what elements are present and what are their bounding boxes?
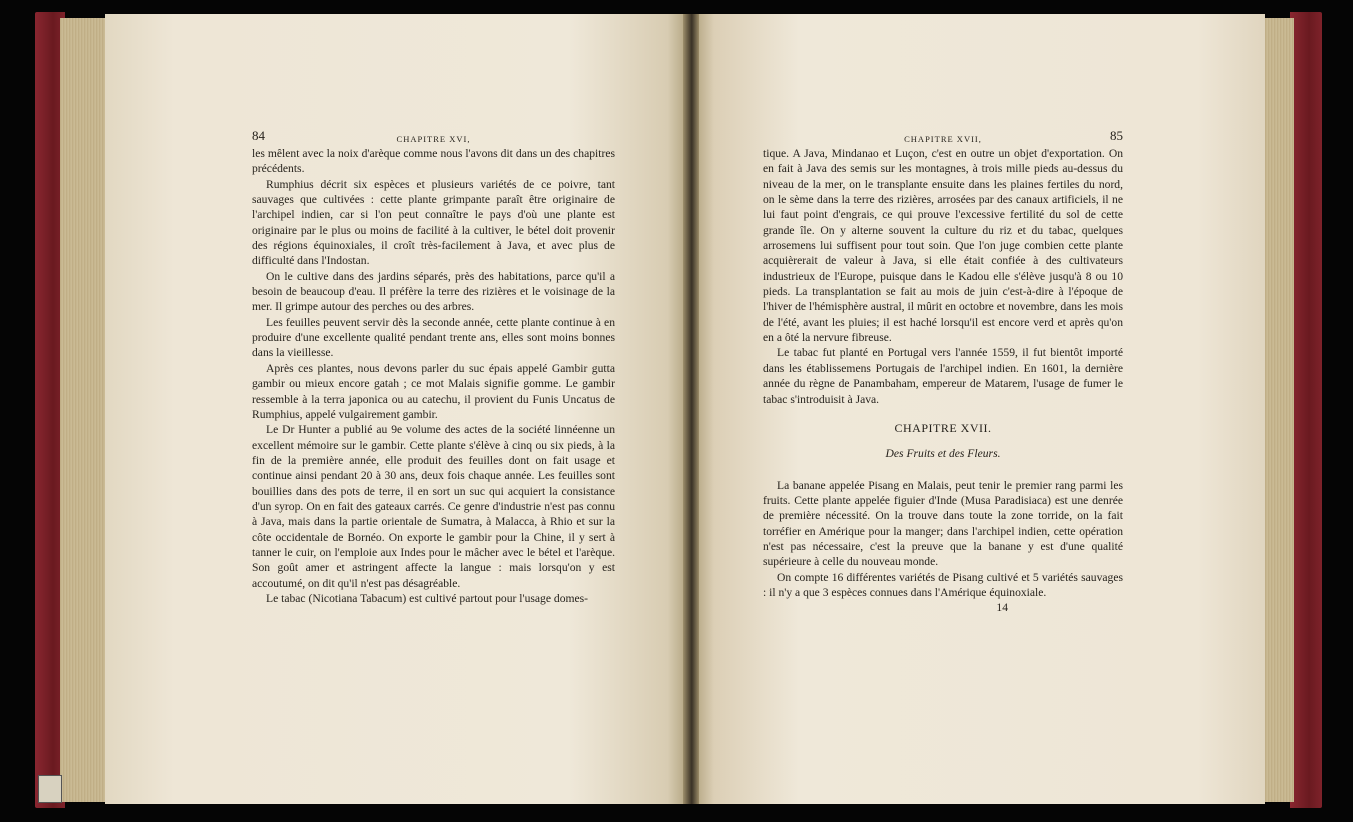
right-paragraph: On compte 16 différentes variétés de Pisang cultivé et 5 variétés sauvages : il n'y a que 3 espèces connues dans l'Amérique équinoxiale.: [763, 570, 1123, 599]
left-running-header: [252, 130, 615, 145]
left-paragraph: Rumphius décrit six espèces et plusieurs variétés de ce poivre, tant sauvages que cultivées : cette plante grimpante paraît être originaire de l'archipel indien, car si l'on peut connaître le pays d'où une plante est originaire par le plus ou moins de facilité à la cultiver, le bétel doit provenir des régions équinoxiales, il croît très-facilement à Java, et avec plus de difficulté dans l'Indostan.: [252, 177, 615, 268]
signature-mark: 14: [996, 601, 1008, 615]
left-paragraph: les mêlent avec la noix d'arèque comme nous l'avons dit dans un des chapitres précédents.: [252, 147, 615, 176]
color-calibration-strip: [38, 775, 62, 803]
right-page-number: 85: [1110, 128, 1123, 143]
page-stack-right: [1262, 18, 1294, 802]
right-paragraph: La banane appelée Pisang en Malais, peut tenir le premier rang parmi les fruits. Cette plante appelée figuier d'Inde (Musa Paradisiaca) est une denrée de première nécessité. On la trouve dans toute la zone torride, on la fait torréfier en Amérique pour la manger; dans l'archipel indien, cette opération n'est pas nécessaire, c'est la preuve que la banane y est d'une qualité supérieure à celle du nouveau monde.: [763, 478, 1123, 569]
book-cover-right-edge: [1290, 12, 1322, 808]
right-paragraph: Le tabac fut planté en Portugal vers l'année 1559, il fut bientôt importé dans les établissemens Portugais de l'archipel indien. En 1601, la dernière année du règne de Panambaham, empereur de Matarem, l'usage de fumer le tabac s'introduisit à Java.: [763, 346, 1123, 406]
right-paragraph: tique. A Java, Mindanao et Luçon, c'est en outre un objet d'exportation. On en fait à Java des semis sur les montagnes, à trois mille pieds au-dessus du niveau de la mer, on le transplante ensuite dans les plaines fertiles du nord, on le sème dans la terre des rizières, arrosées par des canaux artificiels, il ne lui faut point d'engrais, ce qui prouve l'excessive fertilité du sol de cette grande île. On y alterne souvent la culture du riz et du tabac, quelques arrosemens lui suffisent pour tout soin. Que l'on juge combien cette plante acquièrerait de valeur à Java, si elle était confiée à des cultivateurs industrieux de l'Europe, puisque dans le Kadou elle s'élève jusqu'à 8 ou 10 pieds. La transplantation se fait au mois de juin c'est-à-dire à l'époque de l'hiver de l'hémisphère austral, il mûrit en octobre et novembre, dans les mois de l'été, avant les pluies; il est haché lorsqu'il est encore verd et après qu'on en a ôté la nervure fibreuse.: [763, 147, 1123, 345]
left-page-number: 84: [252, 128, 265, 143]
left-running-head: CHAPITRE XVI,: [396, 134, 471, 144]
right-page-text: [763, 130, 1123, 616]
left-paragraph: Le tabac (Nicotiana Tabacum) est cultivé partout pour l'usage domes-: [266, 591, 589, 605]
right-running-head: CHAPITRE XVII,: [904, 134, 982, 144]
page-stack-left: [60, 18, 108, 802]
chapter-subtitle: Des Fruits et des Fleurs.: [885, 447, 1001, 461]
left-paragraph: Le Dr Hunter a publié au 9e volume des actes de la société linnéenne un excellent mémoire sur le gambir. Cette plante s'élève à cinq ou six pieds, à la fin de la première année, elle produit des feuilles dont on fait usage et continue ainsi pendant 20 à 30 ans, deux fois chaque année. Les feuilles sont bouillies dans des pots de terre, il en sort un suc qui acquiert la consistance d'un syrop. On en fait des gateaux carrés. Ce genre d'industrie n'est pas connu à Java, mais dans la partie orientale de Sumatra, à Malacca, à Rhio et sur la côte occidentale de Bornéo. On exporte le gambir pour la Chine, il y sert à tanner le cuir, on l'emploie aux Indes pour le mâcher avec le bétel et l'arèque. Son goût amer et astringent affecte la langue : mais lorsqu'on y est accoutumé, on dit qu'il n'est pas désagréable.: [252, 423, 615, 590]
right-running-header: [763, 130, 1123, 145]
left-paragraph: Les feuilles peuvent servir dès la seconde année, cette plante continue à en produire d'une excellente qualité pendant trente ans, elles sont moins bonnes dans la vieillesse.: [252, 315, 615, 360]
left-paragraph: Après ces plantes, nous devons parler du suc épais appelé Gambir gutta gambir ou mieux encore gatah ; ce mot Malais signifie gomme. Le gambir ressemble à la terra japonica ou au catechu, il provient du Funis Uncatus de Rumphius, appelé vulgairement gambir.: [252, 361, 615, 421]
book-gutter: [683, 14, 699, 804]
left-page-text: [252, 130, 615, 606]
left-paragraph: On le cultive dans des jardins séparés, près des habitations, parce qu'il a besoin de beaucoup d'eau. Il préfère la terre des rizières et le voisinage de la mer. Il grimpe autour des perches ou des arbres.: [252, 269, 615, 314]
chapter-title: CHAPITRE XVII.: [894, 420, 992, 435]
